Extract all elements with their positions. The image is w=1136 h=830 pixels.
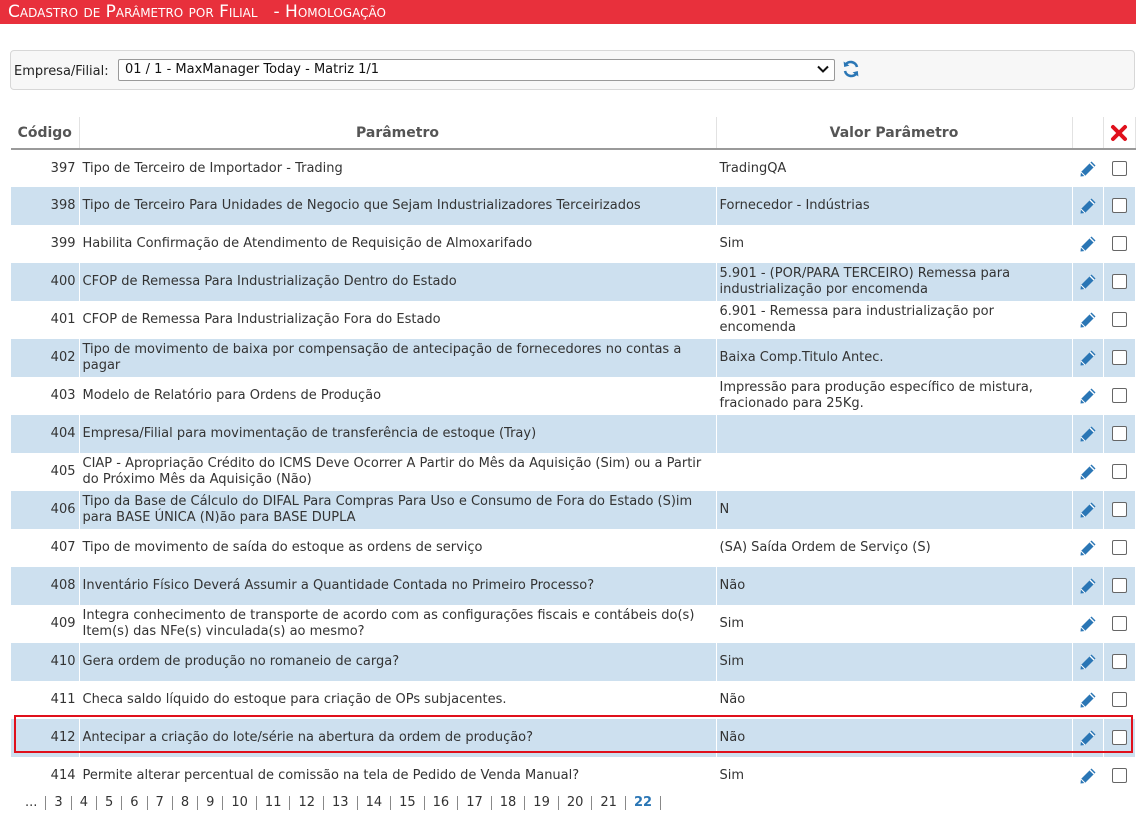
company-branch-value: 01 / 1 - MaxManager Today - Matriz 1/1 [125, 62, 380, 77]
cell-code: 408 [11, 567, 79, 605]
edit-cell [1072, 339, 1103, 377]
page-link-8[interactable]: 8 [173, 796, 198, 810]
edit-cell [1072, 453, 1103, 491]
cell-parameter: Habilita Confirmação de Atendimento de Requisição de Almoxarifado [79, 225, 716, 263]
edit-cell [1072, 187, 1103, 225]
row-checkbox[interactable] [1112, 578, 1127, 593]
row-checkbox[interactable] [1112, 236, 1127, 251]
column-header-parameter[interactable]: Parâmetro [79, 117, 716, 149]
edit-cell [1072, 757, 1103, 795]
select-cell [1103, 377, 1135, 415]
cell-parameter: Empresa/Filial para movimentação de transferência de estoque (Tray) [79, 415, 716, 453]
table-row[interactable] [11, 149, 1135, 187]
edit-cell [1072, 491, 1103, 529]
table-header-row [11, 117, 1135, 149]
cell-code: 405 [11, 453, 79, 491]
page-link-16[interactable]: 16 [425, 796, 459, 810]
cell-value [716, 415, 1072, 453]
cell-code: 398 [11, 187, 79, 225]
select-cell [1103, 453, 1135, 491]
parameters-table [11, 117, 1136, 795]
row-checkbox[interactable] [1112, 692, 1127, 707]
table-row[interactable] [11, 491, 1135, 529]
pencil-icon[interactable] [1078, 728, 1098, 748]
pencil-icon[interactable] [1078, 462, 1098, 482]
row-checkbox[interactable] [1112, 540, 1127, 555]
edit-cell [1072, 567, 1103, 605]
page-link-21[interactable]: 21 [592, 796, 626, 810]
page-link-9[interactable]: 9 [198, 796, 223, 810]
select-cell [1103, 719, 1135, 757]
cell-value: Baixa Comp.Titulo Antec. [716, 339, 1072, 377]
red-x-icon[interactable] [1110, 124, 1128, 142]
edit-cell [1072, 377, 1103, 415]
company-branch-select[interactable] [118, 59, 835, 81]
select-cell [1103, 187, 1135, 225]
pencil-icon[interactable] [1078, 159, 1098, 179]
pencil-icon[interactable] [1078, 424, 1098, 444]
page-link-20[interactable]: 20 [559, 796, 593, 810]
page-link-13[interactable]: 13 [324, 796, 358, 810]
cell-parameter: Tipo de movimento de baixa por compensação de antecipação de fornecedores no contas a pagar [79, 339, 716, 377]
select-cell [1103, 757, 1135, 795]
cell-parameter: CFOP de Remessa Para Industrialização Fora do Estado [79, 301, 716, 339]
pencil-icon[interactable] [1078, 348, 1098, 368]
cell-code: 404 [11, 415, 79, 453]
edit-cell [1072, 529, 1103, 567]
table-row[interactable] [11, 529, 1135, 567]
cell-parameter: Integra conhecimento de transporte de acordo com as configurações fiscais e contábeis do(s) Item(s) das NFe(s) vinculada(s) ao mesmo? [79, 605, 716, 643]
cell-value: Sim [716, 225, 1072, 263]
table-row[interactable] [11, 567, 1135, 605]
edit-cell [1072, 719, 1103, 757]
cell-code: 409 [11, 605, 79, 643]
page-title: Cadastro de Parâmetro por Filial [8, 2, 258, 22]
page-link-7[interactable]: 7 [148, 796, 173, 810]
select-cell [1103, 643, 1135, 681]
row-checkbox[interactable] [1112, 730, 1127, 745]
pencil-icon[interactable] [1078, 272, 1098, 292]
row-checkbox[interactable] [1112, 768, 1127, 783]
cell-code: 407 [11, 529, 79, 567]
row-checkbox[interactable] [1112, 312, 1127, 327]
page-link-15[interactable]: 15 [391, 796, 425, 810]
pencil-icon[interactable] [1078, 310, 1098, 330]
page-link-3[interactable]: 3 [46, 796, 71, 810]
page-link-4[interactable]: 4 [72, 796, 97, 810]
edit-cell [1072, 225, 1103, 263]
select-cell [1103, 529, 1135, 567]
refresh-icon[interactable] [841, 59, 861, 79]
select-cell [1103, 225, 1135, 263]
select-cell [1103, 339, 1135, 377]
cell-parameter: Permite alterar percentual de comissão na tela de Pedido de Venda Manual? [79, 757, 716, 795]
chevron-down-icon [816, 62, 830, 76]
edit-cell [1072, 643, 1103, 681]
select-cell [1103, 149, 1135, 187]
cell-value: N [716, 491, 1072, 529]
pencil-icon[interactable] [1078, 576, 1098, 596]
row-checkbox[interactable] [1112, 426, 1127, 441]
cell-code: 397 [11, 149, 79, 187]
table-row[interactable] [11, 339, 1135, 377]
edit-cell [1072, 415, 1103, 453]
row-checkbox[interactable] [1112, 616, 1127, 631]
cell-parameter: Tipo de Terceiro Para Unidades de Negocio que Sejam Industrializadores Terceirizados [79, 187, 716, 225]
cell-parameter: Tipo da Base de Cálculo do DIFAL Para Compras Para Uso e Consumo de Fora do Estado (S)im para BASE ÚNICA (N)ão para BASE DUPLA [79, 491, 716, 529]
cell-value: Sim [716, 643, 1072, 681]
cell-value: Não [716, 567, 1072, 605]
pencil-icon[interactable] [1078, 196, 1098, 216]
row-checkbox[interactable] [1112, 198, 1127, 213]
page-link-18[interactable]: 18 [492, 796, 526, 810]
pencil-icon[interactable] [1078, 538, 1098, 558]
table-row[interactable] [11, 681, 1135, 719]
cell-code: 412 [11, 719, 79, 757]
edit-cell [1072, 605, 1103, 643]
page-title-bar [0, 0, 1136, 24]
cell-value: TradingQA [716, 149, 1072, 187]
row-checkbox[interactable] [1112, 388, 1127, 403]
table-row[interactable] [11, 719, 1135, 757]
table-row[interactable] [11, 225, 1135, 263]
page-link-17[interactable]: 17 [458, 796, 492, 810]
cell-value: (SA) Saída Ordem de Serviço (S) [716, 529, 1072, 567]
cell-code: 401 [11, 301, 79, 339]
select-cell [1103, 681, 1135, 719]
edit-cell [1072, 263, 1103, 301]
cell-parameter: CFOP de Remessa Para Industrialização Dentro do Estado [79, 263, 716, 301]
page-link-11[interactable]: 11 [257, 796, 291, 810]
pagination [21, 795, 661, 813]
cell-value: Não [716, 681, 1072, 719]
table-row[interactable] [11, 377, 1135, 415]
pencil-icon[interactable] [1078, 690, 1098, 710]
pencil-icon[interactable] [1078, 386, 1098, 406]
cell-value: Não [716, 719, 1072, 757]
select-cell [1103, 605, 1135, 643]
table-row[interactable] [11, 757, 1135, 795]
page-link-10[interactable]: 10 [223, 796, 257, 810]
cell-code: 402 [11, 339, 79, 377]
environment-label: - Homologação [273, 2, 386, 22]
cell-parameter: Antecipar a criação do lote/série na abertura da ordem de produção? [79, 719, 716, 757]
row-checkbox[interactable] [1112, 464, 1127, 479]
row-checkbox[interactable] [1112, 350, 1127, 365]
row-checkbox[interactable] [1112, 654, 1127, 669]
pencil-icon[interactable] [1078, 652, 1098, 672]
select-cell [1103, 415, 1135, 453]
row-checkbox[interactable] [1112, 502, 1127, 517]
edit-cell [1072, 301, 1103, 339]
pagination-ellipsis[interactable]: ... [21, 796, 46, 810]
cell-code: 411 [11, 681, 79, 719]
table-row[interactable] [11, 453, 1135, 491]
cell-value: 5.901 - (POR/PARA TERCEIRO) Remessa para industrialização por encomenda [716, 263, 1072, 301]
page-link-5[interactable]: 5 [97, 796, 122, 810]
edit-cell [1072, 681, 1103, 719]
pencil-icon[interactable] [1078, 234, 1098, 254]
page-link-6[interactable]: 6 [122, 796, 147, 810]
page-link-12[interactable]: 12 [290, 796, 324, 810]
cell-parameter: Inventário Físico Deverá Assumir a Quantidade Contada no Primeiro Processo? [79, 567, 716, 605]
cell-value: Fornecedor - Indústrias [716, 187, 1072, 225]
select-cell [1103, 567, 1135, 605]
cell-parameter: Tipo de movimento de saída do estoque as ordens de serviço [79, 529, 716, 567]
select-cell [1103, 301, 1135, 339]
column-header-delete [1103, 117, 1135, 149]
page-link-19[interactable]: 19 [525, 796, 559, 810]
company-branch-label: Empresa/Filial: [14, 64, 109, 79]
cell-value: Sim [716, 757, 1072, 795]
select-cell [1103, 263, 1135, 301]
cell-value: Sim [716, 605, 1072, 643]
column-header-value[interactable]: Valor Parâmetro [716, 117, 1072, 149]
cell-value [716, 453, 1072, 491]
table-row[interactable] [11, 415, 1135, 453]
page-link-22[interactable]: 22 [626, 796, 661, 810]
cell-parameter: CIAP - Apropriação Crédito do ICMS Deve Ocorrer A Partir do Mês da Aquisição (Sim) ou a Partir do Próximo Mês da Aquisição (Não) [79, 453, 716, 491]
page-link-14[interactable]: 14 [358, 796, 392, 810]
cell-parameter: Gera ordem de produção no romaneio de carga? [79, 643, 716, 681]
pencil-icon[interactable] [1078, 766, 1098, 786]
cell-parameter: Tipo de Terceiro de Importador - Trading [79, 149, 716, 187]
column-header-code[interactable]: Código [11, 117, 79, 149]
pencil-icon[interactable] [1078, 614, 1098, 634]
cell-parameter: Modelo de Relatório para Ordens de Produção [79, 377, 716, 415]
column-header-edit [1072, 117, 1103, 149]
edit-cell [1072, 149, 1103, 187]
table-row[interactable] [11, 301, 1135, 339]
table-row[interactable] [11, 263, 1135, 301]
row-checkbox[interactable] [1112, 161, 1127, 176]
row-checkbox[interactable] [1112, 274, 1127, 289]
cell-code: 399 [11, 225, 79, 263]
table-row[interactable] [11, 643, 1135, 681]
table-row[interactable] [11, 605, 1135, 643]
filter-panel [10, 50, 1135, 90]
table-row[interactable] [11, 187, 1135, 225]
cell-value: Impressão para produção específico de mistura, fracionado para 25Kg. [716, 377, 1072, 415]
cell-code: 400 [11, 263, 79, 301]
cell-code: 403 [11, 377, 79, 415]
select-cell [1103, 491, 1135, 529]
cell-parameter: Checa saldo líquido do estoque para criação de OPs subjacentes. [79, 681, 716, 719]
pencil-icon[interactable] [1078, 500, 1098, 520]
cell-code: 414 [11, 757, 79, 795]
cell-value: 6.901 - Remessa para industrialização por encomenda [716, 301, 1072, 339]
cell-code: 406 [11, 491, 79, 529]
cell-code: 410 [11, 643, 79, 681]
